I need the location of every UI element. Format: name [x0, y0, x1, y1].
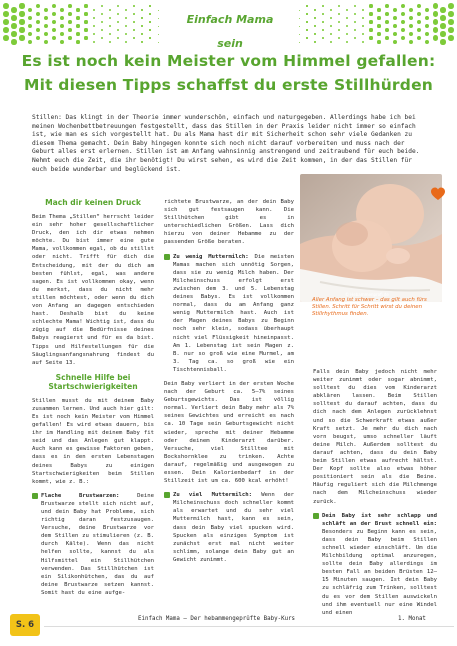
decorative-dot — [133, 37, 135, 39]
decorative-dot — [433, 19, 438, 24]
decorative-dot — [393, 16, 397, 20]
decorative-dot — [52, 20, 56, 24]
decorative-dot — [125, 41, 127, 43]
decorative-dot — [158, 18, 159, 19]
decorative-dot — [385, 4, 389, 8]
decorative-dot — [338, 13, 340, 15]
page-number-badge: S. 6 — [10, 614, 40, 636]
decorative-dot — [377, 24, 380, 27]
bullet-icon — [313, 513, 319, 519]
decorative-dot — [125, 17, 127, 19]
decorative-dot — [338, 37, 340, 39]
decorative-dot — [11, 7, 16, 12]
decorative-dot — [11, 15, 16, 20]
decorative-dot — [385, 12, 389, 16]
decorative-dot — [60, 8, 64, 12]
decorative-dot — [101, 37, 104, 40]
list-item-title: Flache Brustwarzen: — [41, 492, 120, 499]
decorative-dot — [76, 16, 79, 19]
paragraph-nipple-shield: richtete Brustwarze, an der dein Baby sich gut festsaugen kann. Die Stillhütchen gibt es in unterschiedlichen Größen. Lass dich hierzu von deiner Hebamme zu der passenden Größe beraten. — [164, 199, 294, 246]
decorative-dot — [330, 41, 332, 43]
decorative-dot — [52, 36, 56, 40]
decorative-dot — [19, 19, 24, 24]
decorative-dot — [36, 4, 41, 9]
decorative-dot — [93, 33, 96, 36]
decorative-dot — [299, 18, 300, 19]
photo-caption: Aller Anfang ist schwer – das gilt auch fürs Stillen. Schritt für Schritt wirst du deinen Stillrhythmus finden. — [312, 297, 427, 317]
decorative-dot — [440, 23, 445, 28]
decorative-dot — [433, 27, 438, 32]
decorative-dot — [377, 16, 380, 19]
decorative-dot — [36, 20, 41, 25]
footer-month: 1. Monat — [398, 616, 426, 622]
decorative-dot — [448, 11, 454, 17]
decorative-dot — [369, 36, 372, 39]
decorative-dot — [425, 8, 430, 13]
decorative-dot — [117, 37, 119, 39]
decorative-dot — [306, 29, 307, 30]
decorative-dot — [158, 34, 159, 35]
decorative-dot — [149, 21, 150, 22]
decorative-dot — [60, 32, 64, 36]
decorative-dot — [299, 26, 300, 27]
decorative-dot — [393, 32, 397, 36]
decorative-dot — [369, 4, 372, 7]
decorative-dot — [362, 41, 365, 44]
decorative-dot — [362, 33, 365, 36]
decorative-dot — [409, 40, 413, 44]
decorative-dot — [314, 41, 315, 42]
decorative-dot — [52, 4, 56, 8]
decorative-dot — [385, 36, 389, 40]
column-3 — [313, 368, 437, 623]
decorative-dot — [68, 12, 72, 16]
decorative-dot — [448, 3, 454, 9]
decorative-dot — [158, 10, 159, 11]
page-header — [0, 0, 457, 50]
bullet-icon — [164, 254, 170, 260]
decorative-dot — [417, 36, 422, 41]
decorative-dot — [141, 33, 142, 34]
decorative-dot — [101, 13, 104, 16]
decorative-dot — [141, 17, 142, 18]
decorative-dot — [322, 37, 324, 39]
decorative-dot — [346, 9, 348, 11]
decorative-dot — [93, 25, 96, 28]
decorative-dot — [433, 3, 438, 8]
decorative-dot — [440, 31, 445, 36]
decorative-dot — [19, 3, 24, 8]
decorative-dot — [149, 13, 150, 14]
decorative-dot — [133, 29, 135, 31]
decorative-dot — [68, 36, 72, 40]
decorative-dot — [60, 16, 64, 20]
dot-pattern-left — [0, 0, 160, 40]
decorative-dot — [149, 5, 150, 6]
tips-list — [164, 253, 294, 374]
decorative-dot — [158, 26, 159, 27]
footer-divider — [44, 626, 454, 627]
decorative-dot — [362, 9, 365, 12]
decorative-dot — [3, 3, 9, 9]
decorative-dot — [354, 13, 357, 16]
decorative-dot — [425, 16, 430, 21]
decorative-dot — [425, 32, 430, 37]
decorative-dot — [68, 28, 72, 32]
decorative-dot — [369, 12, 372, 15]
decorative-dot — [133, 13, 135, 15]
decorative-dot — [11, 39, 16, 44]
decorative-dot — [306, 13, 307, 14]
breastfeeding-illustration — [300, 174, 442, 302]
decorative-dot — [44, 32, 48, 36]
decorative-dot — [401, 4, 405, 8]
decorative-dot — [125, 25, 127, 27]
decorative-dot — [60, 40, 64, 44]
decorative-dot — [133, 21, 135, 23]
decorative-dot — [299, 10, 300, 11]
decorative-dot — [433, 11, 438, 16]
decorative-dot — [19, 27, 24, 32]
decorative-dot — [425, 24, 430, 29]
decorative-dot — [330, 25, 332, 27]
decorative-dot — [401, 36, 405, 40]
decorative-dot — [109, 41, 111, 43]
decorative-dot — [409, 24, 413, 28]
decorative-dot — [322, 21, 324, 23]
decorative-dot — [19, 35, 24, 40]
decorative-dot — [314, 25, 315, 26]
decorative-dot — [330, 33, 332, 35]
decorative-dot — [409, 32, 413, 36]
decorative-dot — [68, 4, 72, 8]
decorative-dot — [440, 7, 445, 12]
decorative-dot — [322, 5, 324, 7]
decorative-dot — [109, 33, 111, 35]
decorative-dot — [330, 17, 332, 19]
decorative-dot — [28, 24, 33, 29]
decorative-dot — [28, 16, 33, 21]
list-item-text: Deine Brustwarze stellt sich nicht auf, und dein Baby hat Probleme, sich richtig daran festzusaugen. Versuche, deine Brustwarze vor dem Stillen zu stimulieren (z. B. durch Kälte). Wenn das nicht helfen sollte, kannst du als Hilfsmittel ein Stillhütchen verwenden. Das Stillhütchen ist ein Silikonhütchen, das du auf deine Brustwarze setzen kannst. Somit hast du eine aufge- — [41, 492, 154, 596]
decorative-dot — [354, 5, 357, 8]
decorative-dot — [299, 34, 300, 35]
decorative-dot — [117, 29, 119, 31]
list-item-text: Besonders zu Beginn kann es sein, dass dein Baby beim Stillen schnell wieder einschläft. Um die Milchbildung optimal anzuregen, sollte dein Baby allerdings im besten Fall an beiden Brüsten 12–15 Minuten saugen. Ist dein Baby zu schläfrig zum Trinken, solltest du es vor dem Stillen auswickeln und ihm eventuell nur eine Windel und einen — [322, 528, 437, 616]
paragraph-weight: Dein Baby verliert in der ersten Woche nach der Geburt ca. 5–7% seines Geburtsgewichts. Das ist völlig normal. Verliert dein Baby mehr als 7% seines Gewichtes und erreicht es nach ca. 10 Tage sein Geburtsgewicht nicht wieder, spreche mit deiner Hebamme oder deinem Kinderarzt darüber. Versuche, viel Stilltee mit Bockshornklee zu trinken. Achte darauf, regelmäßig und ausgewogen zu essen. Dein Kalorienbedarf in der Stillzeit ist um ca. 600 kcal erhöht! — [164, 380, 294, 485]
decorative-dot — [377, 8, 380, 11]
decorative-dot — [44, 24, 48, 28]
list-item — [164, 491, 294, 564]
decorative-dot — [409, 8, 413, 12]
decorative-dot — [417, 4, 422, 9]
decorative-dot — [84, 12, 87, 15]
bullet-icon — [32, 493, 38, 499]
decorative-dot — [3, 27, 9, 33]
decorative-dot — [377, 32, 380, 35]
decorative-dot — [306, 21, 307, 22]
decorative-dot — [401, 12, 405, 16]
decorative-dot — [133, 5, 135, 7]
decorative-dot — [3, 19, 9, 25]
decorative-dot — [314, 33, 315, 34]
decorative-dot — [125, 9, 127, 11]
decorative-dot — [362, 17, 365, 20]
decorative-dot — [28, 8, 33, 13]
decorative-dot — [68, 20, 72, 24]
decorative-dot — [314, 9, 315, 10]
decorative-dot — [393, 24, 397, 28]
decorative-dot — [401, 28, 405, 32]
decorative-dot — [448, 19, 454, 25]
decorative-dot — [369, 20, 372, 23]
bullet-icon — [164, 492, 170, 498]
decorative-dot — [76, 32, 79, 35]
subheading-start-difficulties: Schnelle Hilfe bei Startschwierigkeiten — [48, 372, 138, 391]
decorative-dot — [117, 21, 119, 23]
decorative-dot — [362, 25, 365, 28]
decorative-dot — [141, 9, 142, 10]
decorative-dot — [448, 35, 454, 41]
list-item-title: Zu viel Muttermilch: — [173, 492, 253, 499]
decorative-dot — [3, 11, 9, 17]
decorative-dot — [76, 40, 79, 43]
headline-line-2: Mit diesen Tipps schaffst du erste Stillhürden — [23, 76, 434, 94]
decorative-dot — [149, 29, 150, 30]
photo-credit: © Hebammenprofi.de — [345, 292, 389, 297]
decorative-dot — [93, 9, 96, 12]
decorative-dot — [346, 41, 348, 43]
decorative-dot — [101, 21, 104, 24]
decorative-dot — [448, 27, 454, 33]
breastfeeding-photo — [300, 174, 442, 302]
decorative-dot — [109, 17, 111, 19]
decorative-dot — [3, 35, 9, 41]
list-item-title: Dein Baby ist sehr schlapp und schläft an der Brust schnell ein: — [322, 512, 437, 527]
decorative-dot — [346, 17, 348, 19]
intro-text: Stillen: Das klingt in der Theorie immer wunderschön, einfach und naturgegeben. Allerdings habe ich bei meinen Wochenbettbetreuungen festgestellt, dass das Stillen in der Praxis leider nicht immer so einfach ist, wie man es sich vorgestellt hat. Du als Mama hast dir mit Sicherheit schon sehr viele Gedanken zu diesem Thema gemacht. Dein Baby hingegen konnte sich noch nicht darauf vorbereiten und muss nach der Geburt alles erst erlernen. Stillen ist am Anfang wahnsinnig anstrengend und zeitraubend für euch beide. Nehmt euch die Zeit, die ihr benötigt! Du wirst sehen, es wird die Zeit kommen, in der das Stillen für euch beide wunderbar und beglückend ist. — [32, 114, 420, 173]
decorative-dot — [36, 12, 41, 17]
decorative-dot — [346, 25, 348, 27]
decorative-dot — [425, 40, 430, 45]
decorative-dot — [369, 28, 372, 31]
decorative-dot — [19, 11, 24, 16]
decorative-dot — [101, 29, 104, 32]
decorative-dot — [393, 40, 397, 44]
decorative-dot — [93, 41, 96, 44]
intro-paragraph — [32, 114, 428, 174]
tips-list — [164, 491, 294, 564]
decorative-dot — [149, 37, 150, 38]
decorative-dot — [306, 37, 307, 38]
decorative-dot — [36, 36, 41, 41]
tips-list — [313, 512, 437, 617]
decorative-dot — [158, 42, 159, 43]
decorative-dot — [36, 28, 41, 33]
decorative-dot — [314, 17, 315, 18]
decorative-dot — [306, 5, 307, 6]
decorative-dot — [52, 12, 56, 16]
decorative-dot — [299, 42, 300, 43]
decorative-dot — [117, 13, 119, 15]
decorative-dot — [433, 35, 438, 40]
decorative-dot — [322, 29, 324, 31]
tips-list — [32, 492, 154, 597]
decorative-dot — [417, 12, 422, 17]
decorative-dot — [11, 31, 16, 36]
decorative-dot — [109, 9, 111, 11]
decorative-dot — [141, 41, 142, 42]
heart-icon — [430, 186, 446, 202]
section-title: Einfach Mama sein — [186, 13, 274, 50]
decorative-dot — [401, 20, 405, 24]
decorative-dot — [125, 33, 127, 35]
paragraph-pressure: Beim Thema „Stillen“ herrscht leider ein sehr hoher gesellschaftlicher Druck, den ich dir etwas nehmen möchte. Du bist immer eine gute Mama, vollkommen egal, ob du stillst oder nicht. Trifft für dich die Entscheidung, mit der du dich am besten fühlst, egal, was andere sagen. Es ist vollkommen okay, wenn du merkst, dass du nicht mehr stillen möchtest, oder wenn du dich von Anfang an dagegen entschieden hast. Deshalb bist du keine schlechte Mama! Wichtig ist, dass du zügig auf die Bedürfnisse deines Babys reagierst und für es da bist. Tipps und Hilfestellungen für die Säuglingsanfangsnahrung findest du auf Seite 13. — [32, 214, 154, 366]
decorative-dot — [44, 40, 48, 44]
decorative-dot — [84, 20, 87, 23]
decorative-dot — [322, 13, 324, 15]
decorative-dot — [76, 24, 79, 27]
subheading-pressure: Mach dir keinen Druck — [45, 198, 141, 207]
decorative-dot — [44, 8, 48, 12]
list-item — [164, 253, 294, 374]
decorative-dot — [440, 39, 445, 44]
decorative-dot — [52, 28, 56, 32]
decorative-dot — [354, 29, 357, 32]
decorative-dot — [385, 28, 389, 32]
paragraph-start-difficulties: Stillen musst du mit deinem Baby zusammen lernen. Und auch hier gilt: Es ist noch kein Meister vom Himmel gefallen! Es wird etwas dauern, bis ihr im Handling mit deinem Baby fit seid und das Anlegen gut klappt. Auch kann es gewisse Faktoren geben, dass es in den ersten Lebenstagen deines Babys zu einigen Startschwierigkeiten beim Stillen kommt, wie z. B.: — [32, 397, 154, 485]
decorative-dot — [117, 5, 119, 7]
decorative-dot — [44, 16, 48, 20]
dot-pattern-right — [297, 0, 457, 40]
decorative-dot — [417, 20, 422, 25]
decorative-dot — [76, 8, 79, 11]
decorative-dot — [417, 28, 422, 33]
column-2 — [164, 198, 294, 570]
decorative-dot — [84, 36, 87, 39]
decorative-dot — [393, 8, 397, 12]
paragraph-weight-loss: Falls dein Baby jedoch nicht mehr weiter zunimmt oder sogar abnimmt, solltest du dies vom Kinderarzt abklären lassen. Beim Stillen solltest du darauf achten, dass du dich nach dem Anlegen zurücklehnst und so die Schwerkraft etwas außer Kraft setzt. Je mehr du dich nach vorn beugst, umso schneller läuft deine Milch. Außerdem solltest du darauf achten, dass du dein Baby beim Stillen etwas aufrecht hältst. Der Kopf sollte also etwas höher positioniert sein als die Beine. Häufig reguliert sich die Milchmenge nach dem Milcheinschuss wieder zurück. — [313, 369, 437, 505]
decorative-dot — [330, 9, 332, 11]
decorative-dot — [93, 17, 96, 20]
list-item-title: Zu wenig Muttermilch: — [173, 253, 249, 260]
decorative-dot — [377, 40, 380, 43]
decorative-dot — [84, 4, 87, 7]
list-item-text: Die meisten Mamas machen sich unnötig Sorgen, dass sie zu wenig Milch haben. Der Milcheinschuss erfolgt erst zwischen dem 3. und 5. Lebenstag deines Babys. Es ist vollkommen normal, dass du am Anfang ganz wenig Muttermilch hast. Auch ist der Magen deines Babys zu Beginn noch sehr klein, sodass überhaupt nicht viel Flüssigkeit hineinpasst. Am 1. Lebenstag ist sein Magen z. B. nur so groß wie eine Murmel, am 3. Tag ca. so groß wie ein Tischtennisball. — [173, 253, 294, 373]
decorative-dot — [28, 40, 33, 45]
list-item — [32, 492, 154, 597]
headline-line-1: Es ist noch kein Meister vom Himmel gefallen: — [21, 52, 436, 70]
decorative-dot — [440, 15, 445, 20]
decorative-dot — [354, 21, 357, 24]
decorative-dot — [11, 23, 16, 28]
decorative-dot — [338, 5, 340, 7]
list-item-text: Wenn der Milcheinschuss doch schneller kommt als erwartet und du sehr viel Muttermilch hast, kann es sein, dass dein Baby viel spucken wird. Spucken als einziges Symptom ist zunächst erst mal nicht weiter schlimm, solange dein Baby gut an Gewicht zunimmt. — [173, 492, 295, 563]
decorative-dot — [409, 16, 413, 20]
decorative-dot — [346, 33, 348, 35]
decorative-dot — [101, 5, 104, 8]
decorative-dot — [338, 21, 340, 23]
footer-course-title: Einfach Mama – Der hebammengeprüfte Baby-Kurs — [138, 616, 296, 622]
decorative-dot — [338, 29, 340, 31]
decorative-dot — [354, 37, 357, 40]
decorative-dot — [109, 25, 111, 27]
decorative-dot — [141, 25, 142, 26]
decorative-dot — [385, 20, 389, 24]
list-item — [313, 512, 437, 617]
decorative-dot — [60, 24, 64, 28]
decorative-dot — [28, 32, 33, 37]
decorative-dot — [84, 28, 87, 31]
column-1 — [32, 198, 154, 603]
